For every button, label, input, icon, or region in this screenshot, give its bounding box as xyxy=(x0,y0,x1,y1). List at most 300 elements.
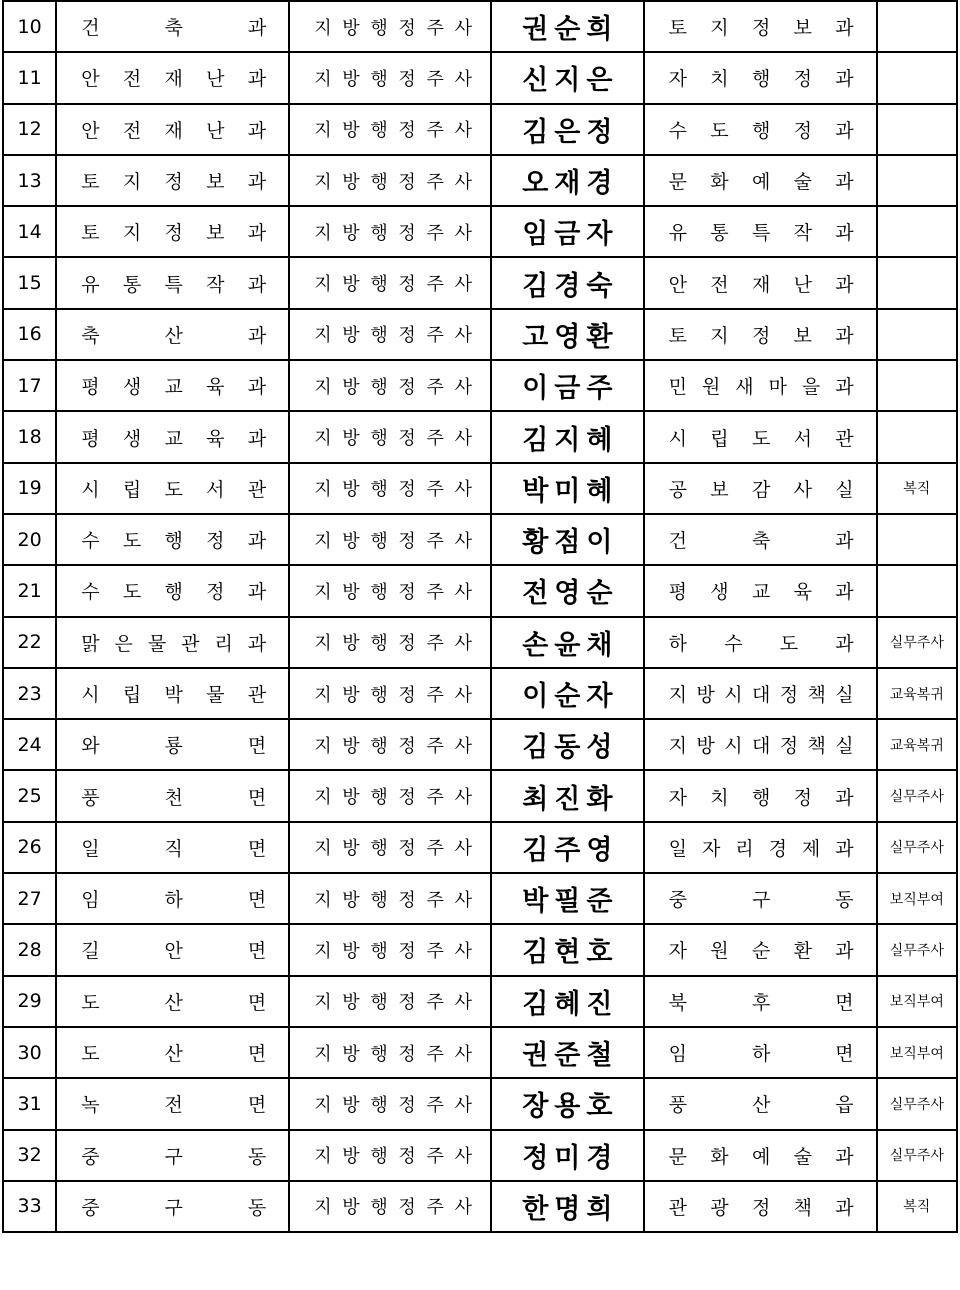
current-department xyxy=(81,1142,266,1169)
new-department-cell xyxy=(644,1130,877,1181)
remarks: 보직부여 xyxy=(889,1045,944,1062)
glyph: 하 xyxy=(164,889,183,912)
glyph: 사 xyxy=(454,787,472,809)
remarks-cell xyxy=(877,873,957,924)
glyph: 정 xyxy=(398,889,416,911)
current-department xyxy=(81,116,266,143)
glyph: 정 xyxy=(779,684,799,706)
row-number-cell xyxy=(3,411,56,462)
glyph: 정 xyxy=(398,428,416,450)
glyph: 축 xyxy=(164,17,183,40)
new-department-cell xyxy=(644,52,877,103)
glyph: 보 xyxy=(206,171,225,194)
remarks: 실무주사 xyxy=(889,1096,944,1113)
position-grade xyxy=(314,834,472,860)
row-number-cell xyxy=(3,770,56,821)
glyph: 술 xyxy=(793,171,812,194)
row-number-cell xyxy=(3,309,56,360)
glyph: 전 xyxy=(122,119,142,142)
employee-name: 이금주 xyxy=(522,373,619,405)
glyph: 과 xyxy=(247,632,267,655)
glyph: 방 xyxy=(342,530,360,552)
new-department xyxy=(669,731,854,758)
row-number-cell xyxy=(3,155,56,206)
glyph: 마 xyxy=(768,376,787,399)
glyph: 도 xyxy=(710,119,729,142)
remarks-cell xyxy=(877,1181,957,1232)
glyph: 정 xyxy=(398,633,416,655)
glyph: 립 xyxy=(122,478,142,501)
glyph: 대 xyxy=(751,735,771,758)
glyph: 방 xyxy=(342,17,360,39)
glyph: 안 xyxy=(81,119,100,142)
glyph: 지 xyxy=(314,274,332,296)
glyph: 주 xyxy=(426,376,444,398)
remarks-cell xyxy=(877,1078,957,1129)
glyph: 정 xyxy=(398,787,416,809)
position-grade-cell xyxy=(289,822,491,873)
position-grade-cell xyxy=(289,719,491,770)
row-number: 15 xyxy=(17,272,42,295)
glyph: 지 xyxy=(314,581,332,603)
current-department xyxy=(81,936,266,963)
glyph: 산 xyxy=(164,1043,183,1066)
position-grade xyxy=(314,988,472,1014)
glyph: 하 xyxy=(668,632,688,655)
glyph: 사 xyxy=(454,633,472,655)
position-grade xyxy=(314,578,472,604)
table-row xyxy=(3,668,957,719)
current-department xyxy=(81,988,266,1015)
glyph: 전 xyxy=(164,1094,183,1117)
glyph: 주 xyxy=(426,1146,444,1168)
table-row xyxy=(3,770,957,821)
glyph: 방 xyxy=(342,222,360,244)
new-department xyxy=(669,270,854,297)
table-row xyxy=(3,873,957,924)
row-number-cell xyxy=(3,1130,56,1181)
glyph: 정 xyxy=(398,222,416,244)
glyph: 주 xyxy=(426,17,444,39)
new-department-cell xyxy=(644,719,877,770)
employee-name: 정미경 xyxy=(522,1142,619,1174)
glyph: 보 xyxy=(710,478,729,501)
new-department xyxy=(669,321,854,348)
glyph: 수 xyxy=(724,632,743,655)
new-department xyxy=(669,167,854,194)
glyph: 전 xyxy=(710,273,729,296)
glyph: 육 xyxy=(793,581,812,604)
current-department-cell xyxy=(56,1130,289,1181)
row-number: 19 xyxy=(17,477,42,500)
glyph: 방 xyxy=(342,428,360,450)
glyph: 중 xyxy=(81,1145,100,1168)
glyph: 방 xyxy=(342,1043,360,1065)
employee-name: 임금자 xyxy=(522,219,619,251)
new-department-cell xyxy=(644,770,877,821)
remarks-cell xyxy=(877,1130,957,1181)
employee-name: 김현호 xyxy=(522,937,619,969)
new-department xyxy=(669,1039,854,1066)
remarks: 복직 xyxy=(903,481,931,498)
glyph: 지 xyxy=(668,735,688,758)
employee-name-cell xyxy=(491,976,644,1027)
employee-name-cell xyxy=(491,565,644,616)
employee-name-cell xyxy=(491,873,644,924)
glyph: 도 xyxy=(122,530,142,553)
glyph: 주 xyxy=(426,1043,444,1065)
remarks-cell xyxy=(877,257,957,308)
glyph: 관 xyxy=(247,684,267,706)
current-department-cell xyxy=(56,52,289,103)
glyph: 일 xyxy=(668,837,688,860)
new-department-cell xyxy=(644,463,877,514)
current-department-cell xyxy=(56,617,289,668)
glyph: 환 xyxy=(793,940,812,963)
glyph: 관 xyxy=(247,478,267,501)
glyph: 과 xyxy=(247,68,267,91)
table-row xyxy=(3,976,957,1027)
current-department xyxy=(81,885,266,912)
glyph: 도 xyxy=(164,478,183,501)
table-row xyxy=(3,309,957,360)
row-number: 33 xyxy=(17,1195,42,1218)
current-department xyxy=(81,731,266,758)
glyph: 방 xyxy=(342,940,360,962)
new-department-cell xyxy=(644,206,877,257)
glyph: 정 xyxy=(398,940,416,962)
new-department-cell xyxy=(644,360,877,411)
glyph: 과 xyxy=(835,530,854,553)
new-department-cell xyxy=(644,1,877,52)
glyph: 정 xyxy=(398,684,416,706)
remarks-cell xyxy=(877,976,957,1027)
glyph: 관 xyxy=(181,632,200,655)
glyph: 교 xyxy=(164,427,183,450)
remarks: 교육복귀 xyxy=(889,737,944,754)
remarks-cell xyxy=(877,770,957,821)
current-department-cell xyxy=(56,104,289,155)
row-number: 23 xyxy=(17,682,42,705)
glyph: 정 xyxy=(398,581,416,603)
glyph: 자 xyxy=(668,786,688,809)
glyph: 지 xyxy=(314,376,332,398)
glyph: 과 xyxy=(247,119,267,142)
glyph: 행 xyxy=(370,120,388,142)
new-department-cell xyxy=(644,822,877,873)
current-department xyxy=(81,1193,266,1220)
glyph: 방 xyxy=(342,581,360,603)
glyph: 행 xyxy=(370,17,388,39)
glyph: 안 xyxy=(81,68,100,91)
row-number-cell xyxy=(3,822,56,873)
row-number-cell xyxy=(3,463,56,514)
glyph: 사 xyxy=(454,274,472,296)
glyph: 과 xyxy=(835,171,854,194)
employee-name: 손윤채 xyxy=(522,629,619,661)
glyph: 화 xyxy=(710,1145,729,1168)
glyph: 도 xyxy=(81,991,100,1014)
row-number: 12 xyxy=(17,118,42,141)
glyph: 정 xyxy=(793,786,812,809)
new-department-cell xyxy=(644,924,877,975)
glyph: 동 xyxy=(247,1196,267,1219)
glyph: 사 xyxy=(454,1146,472,1168)
glyph: 사 xyxy=(454,1094,472,1116)
glyph: 과 xyxy=(247,222,267,245)
glyph: 정 xyxy=(398,274,416,296)
glyph: 치 xyxy=(710,68,729,91)
glyph: 지 xyxy=(314,120,332,142)
glyph: 주 xyxy=(426,889,444,911)
glyph: 행 xyxy=(370,325,388,347)
employee-name: 권준철 xyxy=(522,1040,619,1072)
glyph: 주 xyxy=(426,274,444,296)
remarks: 보직부여 xyxy=(889,994,944,1011)
glyph: 술 xyxy=(793,1145,812,1168)
glyph: 지 xyxy=(710,17,729,40)
glyph: 과 xyxy=(835,786,854,809)
glyph: 과 xyxy=(835,222,854,245)
position-grade-cell xyxy=(289,257,491,308)
glyph: 구 xyxy=(751,889,771,912)
position-grade-cell xyxy=(289,155,491,206)
table-body xyxy=(3,1,957,1232)
position-grade xyxy=(314,373,472,399)
glyph: 방 xyxy=(342,838,360,860)
glyph: 행 xyxy=(370,376,388,398)
new-department xyxy=(669,1142,854,1169)
glyph: 행 xyxy=(370,684,388,706)
current-department-cell xyxy=(56,1,289,52)
glyph: 안 xyxy=(164,940,183,963)
glyph: 방 xyxy=(342,1094,360,1116)
current-department xyxy=(81,783,266,810)
employee-name: 김경숙 xyxy=(522,270,619,302)
glyph: 과 xyxy=(247,376,267,399)
remarks: 교육복귀 xyxy=(889,686,944,703)
glyph: 정 xyxy=(398,376,416,398)
current-department xyxy=(81,680,266,707)
glyph: 정 xyxy=(779,735,799,758)
glyph: 주 xyxy=(426,940,444,962)
glyph: 맑 xyxy=(81,632,100,655)
glyph: 과 xyxy=(247,324,267,347)
table-row xyxy=(3,155,957,206)
glyph: 동 xyxy=(247,1145,267,1168)
position-grade-cell xyxy=(289,463,491,514)
employee-name: 장용호 xyxy=(522,1091,619,1123)
position-grade xyxy=(314,629,472,655)
position-grade xyxy=(314,321,472,347)
new-department-cell xyxy=(644,668,877,719)
employee-name-cell xyxy=(491,1,644,52)
glyph: 방 xyxy=(342,376,360,398)
glyph: 행 xyxy=(370,530,388,552)
new-department-cell xyxy=(644,1181,877,1232)
row-number: 14 xyxy=(17,220,42,243)
glyph: 광 xyxy=(710,1196,729,1219)
glyph: 방 xyxy=(696,684,715,706)
glyph: 지 xyxy=(668,684,688,706)
glyph: 책 xyxy=(807,735,826,758)
current-department xyxy=(81,577,266,604)
new-department xyxy=(669,936,854,963)
glyph: 면 xyxy=(247,991,267,1014)
glyph: 재 xyxy=(164,119,183,142)
current-department xyxy=(81,13,266,40)
glyph: 정 xyxy=(398,992,416,1014)
glyph: 사 xyxy=(454,992,472,1014)
glyph: 지 xyxy=(314,325,332,347)
glyph: 임 xyxy=(668,1043,688,1066)
glyph: 정 xyxy=(398,735,416,757)
position-grade-cell xyxy=(289,52,491,103)
glyph: 정 xyxy=(751,17,771,40)
glyph: 주 xyxy=(426,633,444,655)
glyph: 지 xyxy=(314,992,332,1014)
glyph: 지 xyxy=(314,1094,332,1116)
employee-name-cell xyxy=(491,1027,644,1078)
position-grade xyxy=(314,65,472,91)
glyph: 책 xyxy=(807,684,826,706)
glyph: 립 xyxy=(122,684,142,706)
position-grade-cell xyxy=(289,104,491,155)
glyph: 주 xyxy=(426,735,444,757)
glyph: 방 xyxy=(342,889,360,911)
new-department-cell xyxy=(644,257,877,308)
glyph: 주 xyxy=(426,428,444,450)
row-number: 28 xyxy=(17,938,42,961)
glyph: 임 xyxy=(81,889,100,912)
current-department xyxy=(81,167,266,194)
glyph: 방 xyxy=(696,735,715,758)
glyph: 중 xyxy=(668,889,688,912)
new-department xyxy=(669,834,854,861)
glyph: 사 xyxy=(793,478,812,501)
remarks: 실무주사 xyxy=(889,840,944,857)
glyph: 실 xyxy=(835,684,854,706)
glyph: 사 xyxy=(454,838,472,860)
employee-name-cell xyxy=(491,411,644,462)
glyph: 주 xyxy=(426,120,444,142)
row-number-cell xyxy=(3,873,56,924)
glyph: 정 xyxy=(398,171,416,193)
glyph: 주 xyxy=(426,581,444,603)
employee-name: 박미혜 xyxy=(522,475,619,507)
glyph: 물 xyxy=(206,684,225,706)
glyph: 주 xyxy=(426,838,444,860)
table-row xyxy=(3,719,957,770)
glyph: 주 xyxy=(426,325,444,347)
table-row xyxy=(3,1130,957,1181)
glyph: 정 xyxy=(398,17,416,39)
glyph: 정 xyxy=(398,1094,416,1116)
glyph: 후 xyxy=(751,991,771,1014)
glyph: 방 xyxy=(342,171,360,193)
glyph: 행 xyxy=(751,68,771,91)
glyph: 감 xyxy=(751,478,771,501)
current-department-cell xyxy=(56,1181,289,1232)
current-department xyxy=(81,270,266,297)
current-department-cell xyxy=(56,976,289,1027)
glyph: 과 xyxy=(835,1145,854,1168)
glyph: 정 xyxy=(206,530,225,553)
employee-name-cell xyxy=(491,257,644,308)
glyph: 행 xyxy=(370,889,388,911)
glyph: 풍 xyxy=(668,1094,688,1117)
glyph: 와 xyxy=(81,735,100,758)
employee-name: 신지은 xyxy=(522,65,619,97)
employee-name: 박필준 xyxy=(522,886,619,918)
table-row xyxy=(3,565,957,616)
glyph: 방 xyxy=(342,325,360,347)
glyph: 보 xyxy=(793,324,812,347)
glyph: 수 xyxy=(81,530,100,553)
glyph: 정 xyxy=(398,479,416,501)
remarks-cell xyxy=(877,565,957,616)
glyph: 과 xyxy=(835,273,854,296)
current-department xyxy=(81,475,266,502)
glyph: 과 xyxy=(247,427,267,450)
glyph: 난 xyxy=(206,119,225,142)
glyph: 방 xyxy=(342,787,360,809)
new-department xyxy=(669,372,854,399)
glyph: 직 xyxy=(164,837,183,860)
glyph: 행 xyxy=(370,787,388,809)
glyph: 룡 xyxy=(164,735,183,758)
glyph: 행 xyxy=(370,735,388,757)
current-department-cell xyxy=(56,565,289,616)
glyph: 유 xyxy=(81,273,100,296)
position-grade xyxy=(314,1040,472,1066)
glyph: 사 xyxy=(454,68,472,90)
remarks-cell xyxy=(877,155,957,206)
employee-name: 전영순 xyxy=(522,578,619,610)
employee-name: 김은정 xyxy=(522,116,619,148)
glyph: 시 xyxy=(668,427,688,450)
row-number: 30 xyxy=(17,1041,42,1064)
glyph: 행 xyxy=(370,1094,388,1116)
new-department xyxy=(669,13,854,40)
remarks-cell xyxy=(877,668,957,719)
row-number: 10 xyxy=(17,15,42,38)
glyph: 지 xyxy=(122,222,142,245)
glyph: 주 xyxy=(426,787,444,809)
glyph: 원 xyxy=(710,940,729,963)
current-department-cell xyxy=(56,1027,289,1078)
row-number-cell xyxy=(3,104,56,155)
glyph: 행 xyxy=(370,479,388,501)
glyph: 특 xyxy=(751,222,771,245)
glyph: 과 xyxy=(835,940,854,963)
glyph: 방 xyxy=(342,1146,360,1168)
current-department xyxy=(81,321,266,348)
glyph: 방 xyxy=(342,274,360,296)
glyph: 유 xyxy=(668,222,688,245)
glyph: 문 xyxy=(668,1145,688,1168)
glyph: 방 xyxy=(342,479,360,501)
glyph: 사 xyxy=(454,222,472,244)
row-number-cell xyxy=(3,1078,56,1129)
glyph: 지 xyxy=(314,1146,332,1168)
new-department xyxy=(669,64,854,91)
glyph: 주 xyxy=(426,479,444,501)
table-row xyxy=(3,52,957,103)
table-row xyxy=(3,411,957,462)
remarks-cell xyxy=(877,206,957,257)
glyph: 방 xyxy=(342,684,360,706)
